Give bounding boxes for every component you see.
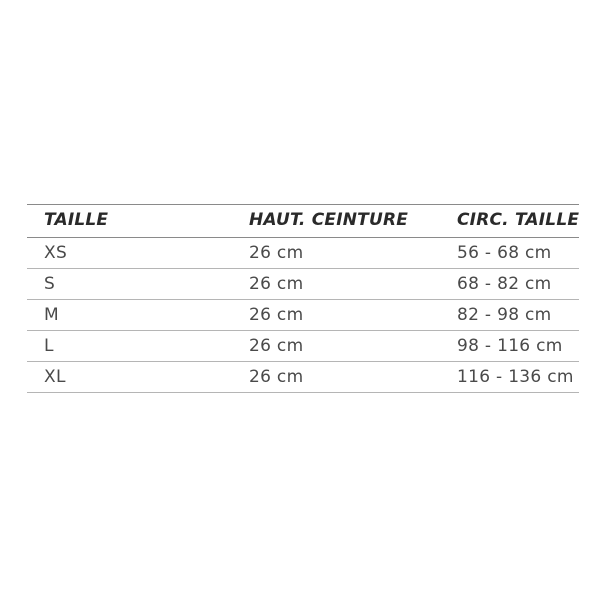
cell-circ-taille: 82 - 98 cm (457, 305, 552, 325)
cell-taille: XL (44, 367, 66, 387)
size-table (27, 204, 579, 393)
cell-haut-ceinture: 26 cm (249, 367, 304, 387)
header-haut-ceinture: HAUT. CEINTURE (249, 210, 409, 230)
cell-haut-ceinture: 26 cm (249, 336, 304, 356)
cell-circ-taille: 68 - 82 cm (457, 274, 552, 294)
table-row (27, 238, 579, 269)
cell-circ-taille: 56 - 68 cm (457, 243, 552, 263)
cell-haut-ceinture: 26 cm (249, 243, 304, 263)
cell-taille: S (44, 274, 56, 294)
cell-haut-ceinture: 26 cm (249, 305, 304, 325)
table-row (27, 269, 579, 300)
cell-taille: L (44, 336, 54, 356)
header-taille: TAILLE (44, 210, 109, 230)
header-circ-taille: CIRC. TAILLE (457, 210, 580, 230)
cell-haut-ceinture: 26 cm (249, 274, 304, 294)
cell-taille: M (44, 305, 59, 325)
cell-circ-taille: 98 - 116 cm (457, 336, 563, 356)
cell-taille: XS (44, 243, 68, 263)
table-header-row (27, 204, 579, 238)
table-row (27, 331, 579, 362)
cell-circ-taille: 116 - 136 cm (457, 367, 574, 387)
table-row (27, 362, 579, 393)
table-row (27, 300, 579, 331)
